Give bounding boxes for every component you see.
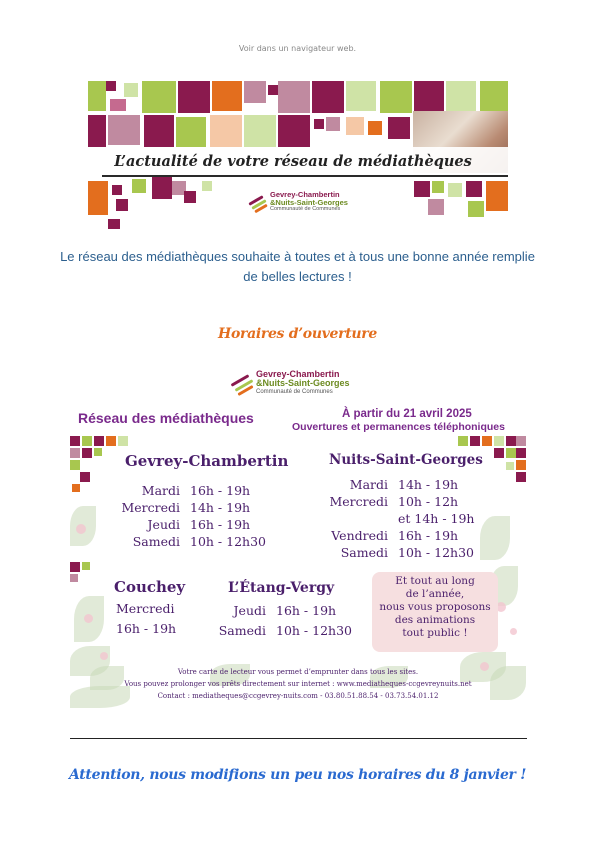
- poster-mosaic-square: [516, 460, 526, 470]
- poster-mosaic-square: [82, 448, 92, 458]
- logo-line-3: Communauté de Communes: [270, 205, 341, 212]
- mosaic-square: [88, 115, 106, 147]
- flower-decoration: [100, 652, 108, 660]
- poster-mosaic-square: [70, 562, 80, 572]
- animations-note-line: nous vous proposons: [379, 601, 491, 613]
- poster-mosaic-square: [516, 472, 526, 482]
- phone-hours-note: Ouvertures et permanences téléphoniques: [292, 421, 505, 433]
- schedule-row: [110, 516, 250, 533]
- poster-mosaic-square: [516, 436, 526, 446]
- poster-logo-line-2: &Nuits-Saint-Georges: [256, 378, 350, 389]
- schedule-row: [318, 510, 474, 527]
- mosaic-square: [326, 117, 340, 131]
- mosaic-square: [432, 181, 444, 193]
- poster-mosaic-square: [70, 460, 80, 470]
- animations-note-line: Et tout au long: [395, 575, 475, 587]
- mosaic-square: [142, 81, 176, 113]
- mosaic-square: [210, 115, 242, 147]
- schedule-hours: 14h - 19h: [190, 500, 251, 515]
- mosaic-square: [176, 117, 206, 147]
- poster-mosaic-square: [458, 436, 468, 446]
- schedule-row: [318, 527, 458, 544]
- location-etang-vergy: L’Étang-Vergy: [228, 580, 335, 596]
- mosaic-square: [486, 181, 508, 211]
- leaf-decoration: [480, 516, 510, 560]
- poster-logo-line-1: Gevrey-Chambertin: [256, 369, 340, 379]
- header-banner: [88, 81, 508, 229]
- schedule-hours: 10h - 12h: [398, 494, 459, 509]
- mosaic-square: [110, 99, 126, 111]
- footer-line-3: Contact : mediatheques@ccgevrey-nuits.com - 03.80.51.88.54 - 03.73.54.01.12: [157, 692, 439, 700]
- poster-mosaic-square: [94, 436, 104, 446]
- poster-mosaic-square: [70, 574, 78, 582]
- animations-note-line: tout public !: [402, 627, 468, 639]
- schedule-hours: 16h - 19h: [398, 528, 459, 543]
- schedule-hours: 16h - 19h: [190, 517, 251, 532]
- poster-mosaic-square: [70, 436, 80, 446]
- schedule-day: Samedi: [132, 534, 180, 549]
- mosaic-square: [312, 81, 344, 113]
- schedule-day: Samedi: [218, 623, 266, 638]
- poster-mosaic-square: [494, 436, 504, 446]
- hours-poster: [70, 366, 526, 708]
- schedule-day: [318, 510, 388, 527]
- poster-logo-line-3: Communauté de Communes: [256, 388, 333, 395]
- mosaic-square: [112, 185, 122, 195]
- schedule-row: [318, 544, 474, 561]
- poster-mosaic-square: [506, 436, 516, 446]
- mosaic-square: [106, 81, 116, 91]
- mosaic-square: [368, 121, 382, 135]
- schedule-day: Samedi: [340, 545, 388, 560]
- web-view-link[interactable]: Voir dans un navigateur web.: [238, 44, 357, 53]
- separator: [70, 738, 527, 739]
- couchey-hours-label: 16h - 19h: [116, 621, 177, 636]
- mosaic-square: [88, 81, 106, 111]
- poster-logo: [230, 370, 350, 395]
- flower-decoration: [510, 628, 517, 635]
- poster-mosaic-square: [106, 436, 116, 446]
- mosaic-square: [132, 179, 146, 193]
- network-title: Réseau des médiathèques: [78, 410, 254, 426]
- footer-line-2: Vous pouvez prolonger vos prêts directement sur internet : www.mediatheques-ccgevreynuits.net: [124, 680, 472, 688]
- schedule-row: [110, 482, 250, 499]
- poster-mosaic-square: [82, 562, 90, 570]
- schedule-row: [198, 622, 352, 639]
- mosaic-square: [380, 81, 412, 113]
- location-couchey: Couchey: [114, 578, 186, 596]
- mosaic-square: [202, 181, 212, 191]
- mosaic-square: [88, 181, 108, 215]
- mosaic-square: [414, 181, 430, 197]
- schedule-day: Mardi: [349, 477, 388, 492]
- schedule-day: Jeudi: [147, 517, 180, 532]
- grapevine-logo-icon: [248, 193, 270, 211]
- animations-note-line: de l’année,: [405, 588, 465, 600]
- poster-mosaic-square: [506, 462, 514, 470]
- mosaic-square: [144, 115, 174, 147]
- poster-mosaic-square: [80, 472, 90, 482]
- poster-mosaic-square: [506, 448, 516, 458]
- poster-mosaic-square: [470, 436, 480, 446]
- schedule-row: [318, 476, 458, 493]
- mosaic-square: [268, 85, 278, 95]
- mosaic-square: [468, 201, 484, 217]
- mosaic-square: [278, 115, 310, 147]
- mosaic-square: [480, 81, 508, 113]
- location-nuits-saint-georges: Nuits-Saint-Georges: [329, 452, 483, 468]
- animations-note-line: des animations: [394, 614, 476, 626]
- banner-title: L’actualité de votre réseau de médiathèques: [114, 153, 472, 170]
- logo-line-2: &Nuits-Saint-Georges: [270, 197, 348, 207]
- poster-mosaic-square: [94, 448, 102, 456]
- effective-date: À partir du 21 avril 2025: [342, 408, 472, 420]
- mosaic-square: [184, 191, 196, 203]
- mosaic-square: [152, 177, 172, 199]
- schedule-row: [110, 499, 250, 516]
- footer-line-1: Votre carte de lecteur vous permet d’emprunter dans tous les sites.: [177, 668, 419, 676]
- poster-mosaic-square: [70, 448, 80, 458]
- poster-mosaic-square: [494, 448, 504, 458]
- grapevine-logo-icon: [230, 372, 256, 394]
- hours-heading: Horaires d’ouverture: [218, 326, 377, 342]
- mosaic-square: [388, 117, 410, 139]
- mosaic-square: [212, 81, 242, 111]
- flower-decoration: [84, 614, 93, 623]
- schedule-row: [318, 493, 458, 510]
- mosaic-square: [108, 219, 120, 229]
- intro-text: Le réseau des médiathèques souhaite à toutes et à tous une bonne année remplie de belles lectures !: [60, 249, 535, 284]
- schedule-day: Mercredi: [329, 494, 388, 509]
- mosaic-square: [314, 119, 324, 129]
- mosaic-square: [244, 115, 276, 147]
- schedule-hours: 16h - 19h: [190, 483, 251, 498]
- couchey-day-label: Mercredi: [116, 601, 175, 616]
- mosaic-square: [178, 81, 210, 113]
- schedule-row: [110, 533, 266, 550]
- schedule-hours: et 14h - 19h: [398, 511, 475, 526]
- banner-rule: [102, 175, 508, 177]
- poster-mosaic-square: [118, 436, 128, 446]
- animations-note: [372, 572, 498, 652]
- mosaic-square: [108, 115, 140, 145]
- mosaic-square: [448, 183, 462, 197]
- poster-mosaic-square: [516, 448, 526, 458]
- mosaic-square: [466, 181, 482, 197]
- logo-line-1: Gevrey-Chambertin: [270, 190, 340, 199]
- community-logo: [248, 191, 348, 213]
- schedule-day: Vendredi: [331, 528, 388, 543]
- couchey-day: [116, 600, 175, 617]
- schedule-day: Mardi: [141, 483, 180, 498]
- schedule-hours: 10h - 12h30: [190, 534, 266, 549]
- schedule-day: Mercredi: [121, 500, 180, 515]
- attention-notice: Attention, nous modifions un peu nos horaires du 8 janvier !: [68, 767, 527, 783]
- schedule-day: Jeudi: [233, 603, 266, 618]
- poster-mosaic-square: [482, 436, 492, 446]
- mosaic-square: [428, 199, 444, 215]
- couchey-hours: [116, 620, 176, 637]
- flower-decoration: [76, 524, 86, 534]
- mosaic-square: [124, 83, 138, 97]
- schedule-hours: 16h - 19h: [276, 603, 337, 618]
- schedule-hours: 10h - 12h30: [276, 623, 352, 638]
- mosaic-square: [244, 81, 266, 103]
- schedule-hours: 14h - 19h: [398, 477, 459, 492]
- mosaic-square: [414, 81, 444, 113]
- mosaic-square: [446, 81, 476, 111]
- poster-mosaic-square: [72, 484, 80, 492]
- mosaic-square: [116, 199, 128, 211]
- location-gevrey-chambertin: Gevrey-Chambertin: [125, 452, 289, 470]
- poster-mosaic-square: [82, 436, 92, 446]
- mosaic-square: [346, 81, 376, 111]
- schedule-row: [198, 602, 336, 619]
- mosaic-square: [346, 117, 364, 135]
- mosaic-square: [278, 81, 310, 113]
- schedule-hours: 10h - 12h30: [398, 545, 474, 560]
